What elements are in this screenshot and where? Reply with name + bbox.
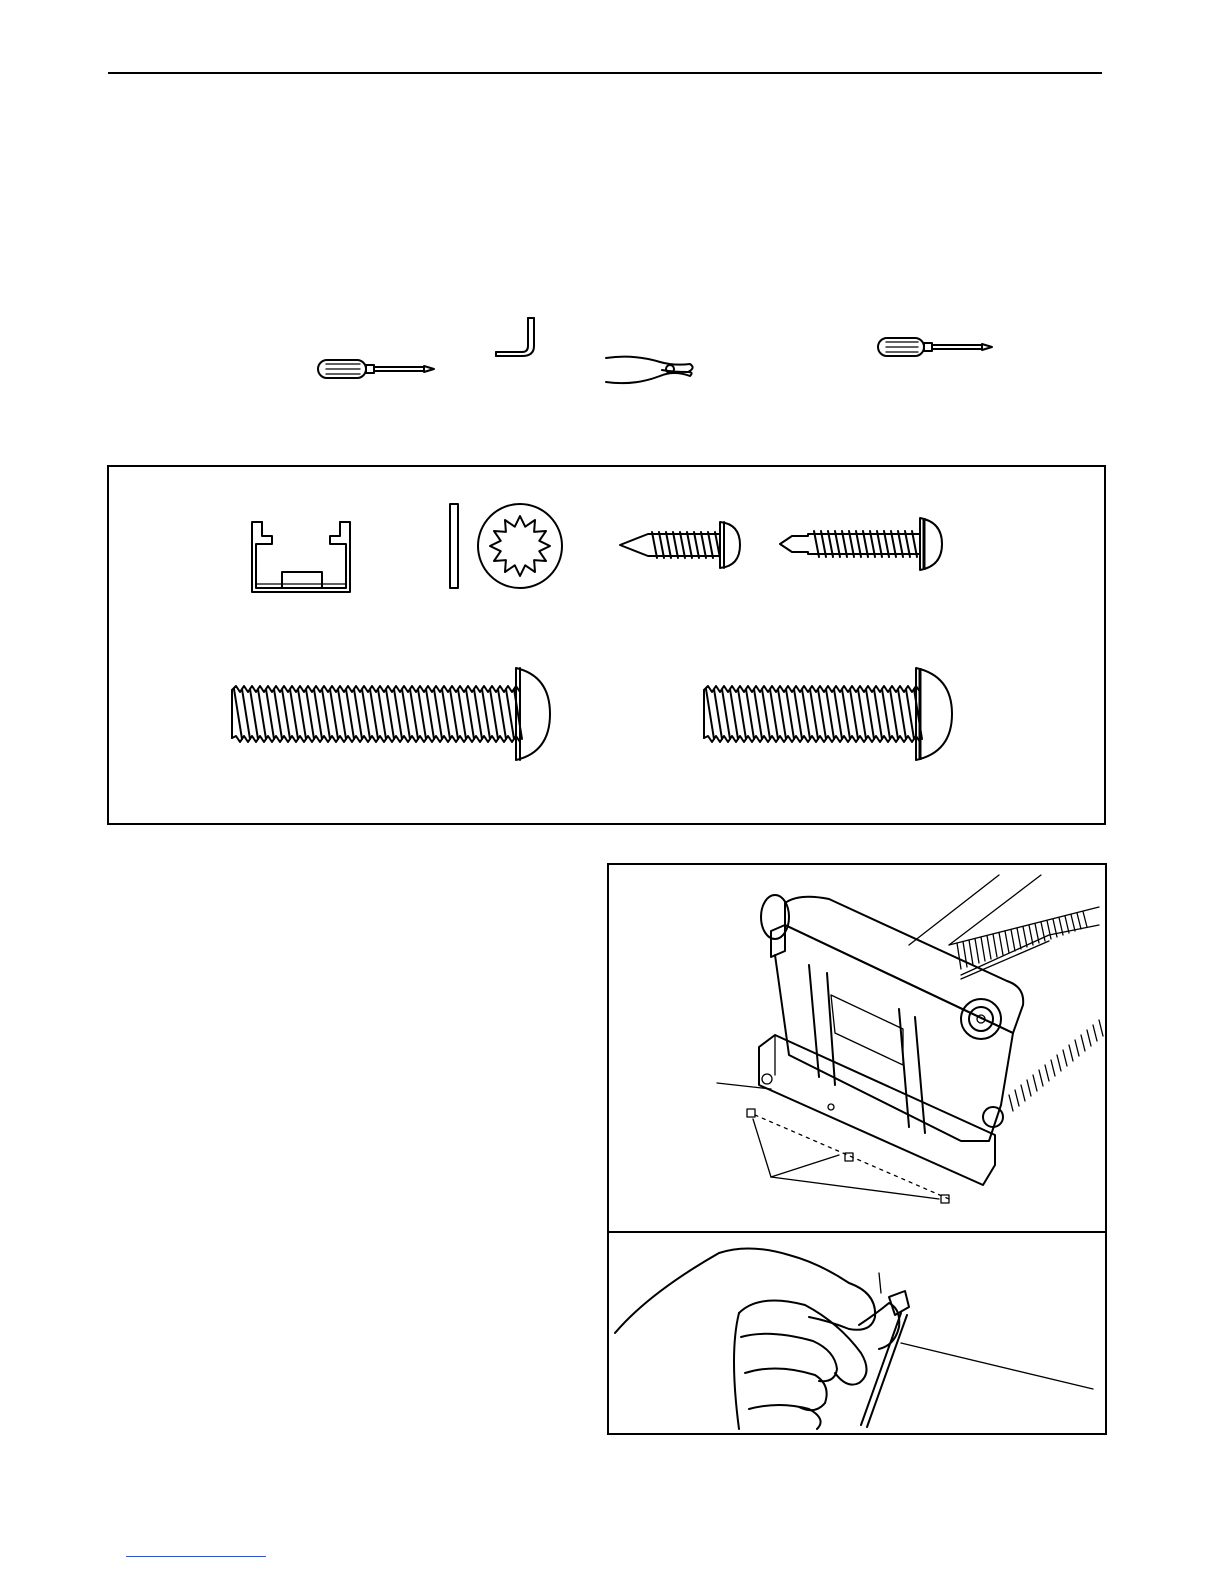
small-phillips-screwdriver-icon [876,334,994,362]
footer-rule [126,1556,266,1557]
adjustable-pliers-icon [604,354,696,386]
self-tapping-screw-icon [778,514,944,574]
hardware-identification-box [107,465,1106,825]
star-lock-washer-icon [446,502,564,590]
short-button-bolt-icon [700,664,956,764]
cage-nut-icon [248,520,354,594]
small-screw-icon [618,518,742,572]
allen-wrench-icon [494,316,542,356]
hand-inserting-nut-illustration-icon [609,1233,1103,1429]
treadmill-base-illustration-icon [609,865,1103,1229]
long-button-bolt-icon [228,664,552,764]
header-rule [108,72,1102,74]
phillips-screwdriver-icon [316,356,436,384]
